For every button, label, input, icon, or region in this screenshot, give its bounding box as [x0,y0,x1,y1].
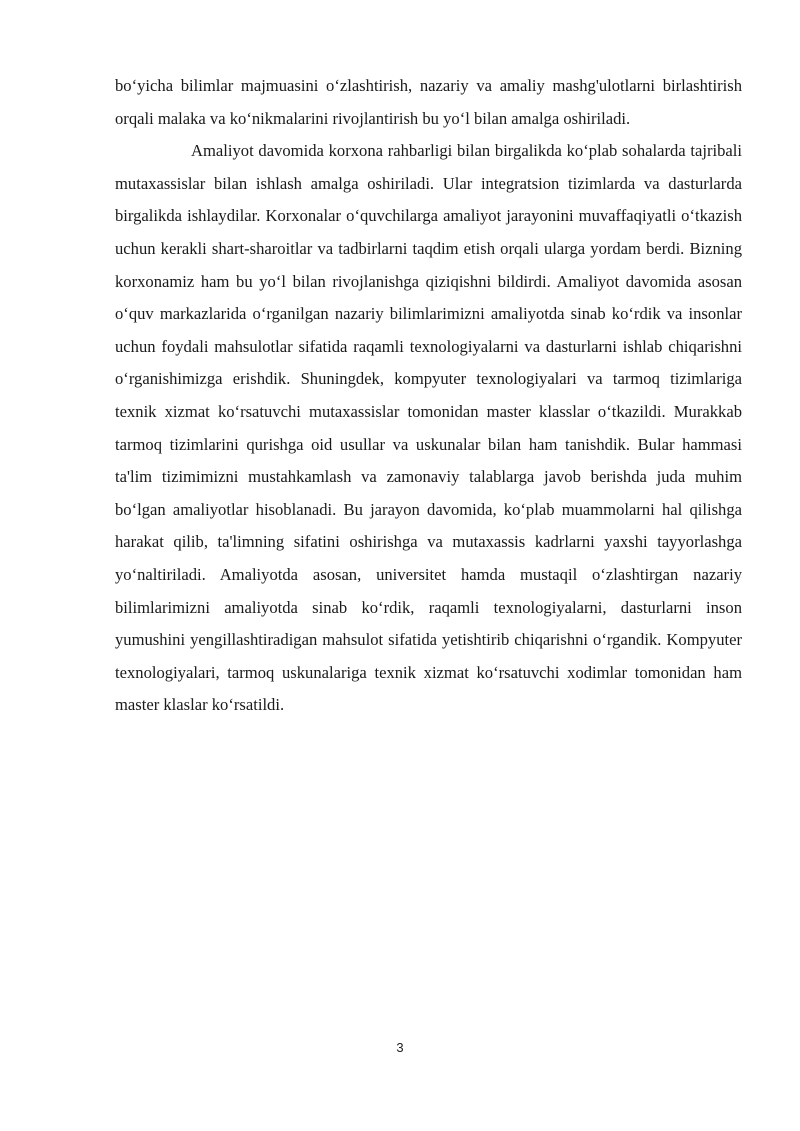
paragraph-practice-summary: Amaliyot davomida korxona rahbarligi bilan birgalikda ko‘plab sohalarda tajribali mutaxassislar bilan ishlash amalga oshiriladi. Ular integratsion tizimlarda va dasturlarda birgalikda ishlaydilar. Korxonalar o‘quvchilarga amaliyot jarayonini muvaffaqiyatli o‘tkazish uchun kerakli shart-sharoitlar va tadbirlarni taqdim etish orqali ularga yordam berdi. Bizning korxonamiz ham bu yo‘l bilan rivojlanishga qiziqishni bildirdi. Amaliyot davomida asosan o‘quv markazlarida o‘rganilgan nazariy bilimlarimizni amaliyotda sinab ko‘rdik va insonlar uchun foydali mahsulotlar sifatida raqamli texnologiyalarni va dasturlarni ishlab chiqarishni o‘rganishimizga erishdik. Shuningdek, kompyuter texnologiyalari va tarmoq tizimlariga texnik xizmat ko‘rsatuvchi mutaxassislar tomonidan master klasslar o‘tkazildi. Murakkab tarmoq tizimlarini qurishga oid usullar va uskunalar bilan ham tanishdik. Bular hammasi ta'lim tizimimizni mustahkamlash va zamonaviy talablarga javob berishda juda muhim bo‘lgan amaliyotlar hisoblanadi. Bu jarayon davomida, ko‘plab muammolarni hal qilishga harakat qilib, ta'limning sifatini oshirishga va mutaxassis kadrlarni yaxshi tayyorlashga yo‘naltiriladi. Amaliyotda asosan, universitet hamda mustaqil o‘zlashtirgan nazariy bilimlarimizni amaliyotda sinab ko‘rdik, raqamli texnologiyalarni, dasturlarni inson yumushini yengillashtiradigan mahsulot sifatida yetishtirib chiqarishni o‘rgandik. Kompyuter texnologiyalari, tarmoq uskunalariga texnik xizmat ko‘rsatuvchi xodimlar tomonidan ham master klaslar ko‘rsatildi. [115,141,742,715]
document-page [115,70,742,722]
paragraph-continuation: bo‘yicha bilimlar majmuasini o‘zlashtirish, nazariy va amaliy mashg'ulotlarni birlashtirish orqali malaka va ko‘nikmalarini rivojlantirish bu yo‘l bilan amalga oshiriladi. [115,76,742,128]
page-number: 3 [396,1040,404,1055]
